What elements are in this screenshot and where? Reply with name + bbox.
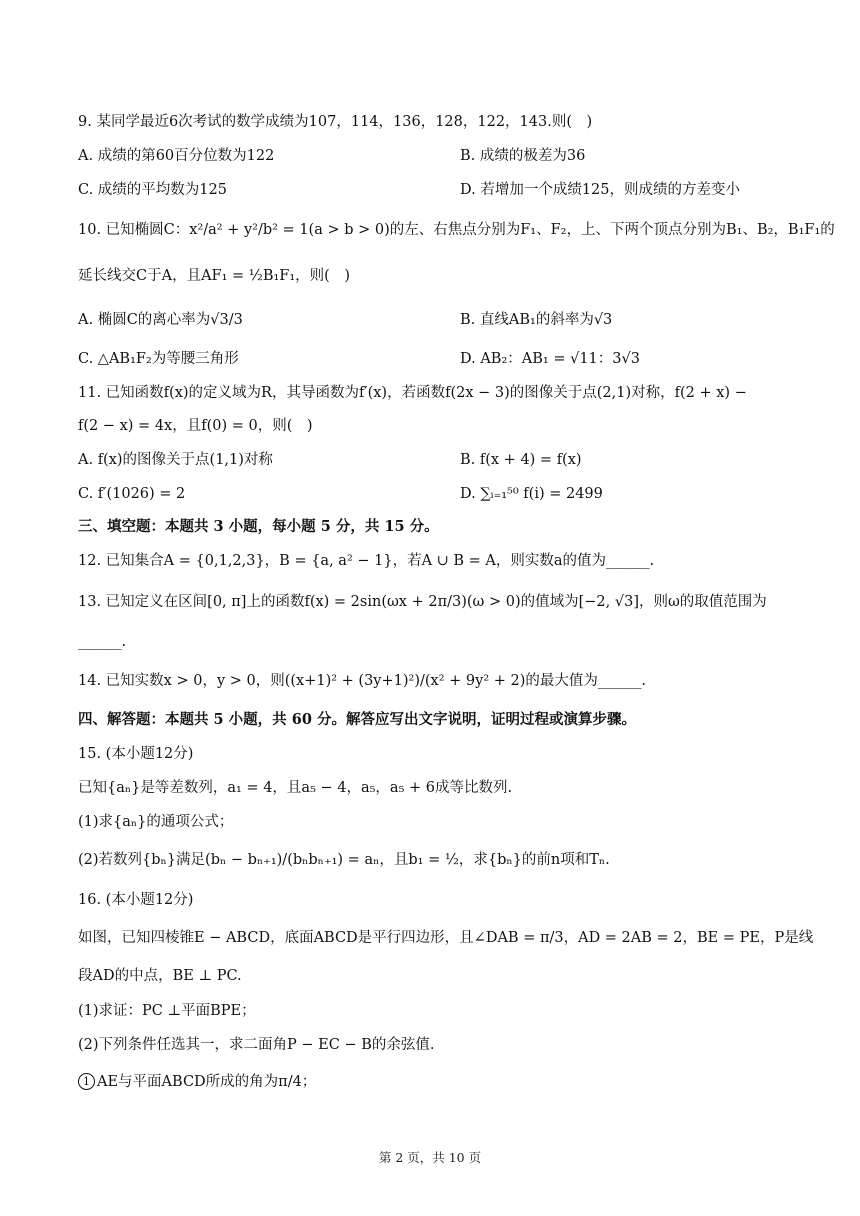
q13-stem-line2: ______. (78, 634, 127, 650)
q16-option1-text: AE与平面ABCD所成的角为π/4； (97, 1074, 317, 1090)
q11-options-row1 (78, 450, 582, 470)
section-answer-heading: 四、解答题：本题共 5 小题，共 60 分。解答应写出文字说明，证明过程或演算步骤。 (78, 711, 636, 728)
q10-stem-line2: 延长线交C于A，且AF₁ = ½B₁F₁，则( ) (78, 268, 350, 284)
q9-option-c: C. 成绩的平均数为125 (78, 182, 227, 198)
q10-option-b: B. 直线AB₁的斜率为√3 (460, 312, 613, 328)
section-fill-in-heading: 三、填空题：本题共 3 小题，每小题 5 分，共 15 分。 (78, 518, 439, 535)
q11-stem-line1: 11. 已知函数f(x)的定义域为R，其导函数为f′(x)，若函数f(2x − 3)的图像关于点(2,1)对称，f(2 + x) − (78, 385, 747, 401)
q10-option-d: D. AB₂：AB₁ = √11：3√3 (460, 351, 640, 367)
q11-option-b: B. f(x + 4) = f(x) (460, 452, 582, 468)
q10-option-a: A. 椭圆C的离心率为√3/3 (78, 312, 243, 328)
q13-stem-line1: 13. 已知定义在区间[0, π]上的函数f(x) = 2sin(ωx + 2π/3)(ω > 0)的值域为[−2, √3]，则ω的取值范围为 (78, 594, 767, 610)
q9-stem: 9. 某同学最近6次考试的数学成绩为107，114，136，128，122，143.则( ) (78, 114, 593, 130)
q10-option-c: C. △AB₁F₂为等腰三角形 (78, 351, 239, 367)
q9-option-b: B. 成绩的极差为36 (460, 148, 586, 164)
q11-option-a: A. f(x)的图像关于点(1,1)对称 (78, 452, 273, 468)
q14-stem: 14. 已知实数x > 0，y > 0，则((x+1)² + (3y+1)²)/(x² + 9y² + 2)的最大值为______. (78, 673, 646, 689)
page-footer: 第 2 页，共 10 页 (378, 1150, 482, 1165)
q11-option-d: D. ∑ᵢ₌₁⁵⁰ f(i) = 2499 (460, 486, 603, 502)
q10-stem-line1: 10. 已知椭圆C：x²/a² + y²/b² = 1(a > b > 0)的左、右焦点分别为F₁、F₂，上、下两个顶点分别为B₁、B₂，B₁F₁的 (78, 222, 835, 238)
q11-stem-line2: f(2 − x) = 4x，且f(0) = 0，则( ) (78, 418, 313, 434)
q9-options-row1 (78, 146, 586, 166)
q12-stem: 12. 已知集合A = {0,1,2,3}，B = {a, a² − 1}，若A ∪ B = A，则实数a的值为______. (78, 553, 655, 569)
q16-stem-line1: 如图，已知四棱锥E − ABCD，底面ABCD是平行四边形，且∠DAB = π/3，AD = 2AB = 2，BE = PE，P是线 (78, 930, 814, 946)
q15-part2: (2)若数列{bₙ}满足(bₙ − bₙ₊₁)/(bₙbₙ₊₁) = aₙ，且b₁ = ½，求{bₙ}的前n项和Tₙ. (78, 852, 610, 868)
q11-option-c: C. f′(1026) = 2 (78, 486, 186, 502)
q16-part2: (2)下列条件任选其一，求二面角P − EC − B的余弦值. (78, 1037, 435, 1053)
q15-header: 15. (本小题12分) (78, 746, 194, 762)
circled-number-icon: 1 (78, 1073, 95, 1090)
q15-stem: 已知{aₙ}是等差数列，a₁ = 4，且a₅ − 4，a₅，a₅ + 6成等比数列. (78, 780, 513, 796)
q11-options-row2 (78, 484, 603, 504)
q16-part1: (1)求证：PC ⊥平面BPE； (78, 1003, 256, 1019)
q9-option-a: A. 成绩的第60百分位数为122 (78, 148, 275, 164)
q16-stem-line2: 段AD的中点，BE ⊥ PC. (78, 968, 242, 984)
q16-option1 (78, 1072, 316, 1092)
q10-options-row2 (78, 349, 640, 369)
q10-options-row1 (78, 310, 613, 330)
q16-header: 16. (本小题12分) (78, 892, 194, 908)
q9-option-d: D. 若增加一个成绩125，则成绩的方差变小 (460, 182, 741, 198)
q9-options-row2 (78, 180, 741, 200)
q15-part1: (1)求{aₙ}的通项公式； (78, 814, 234, 830)
